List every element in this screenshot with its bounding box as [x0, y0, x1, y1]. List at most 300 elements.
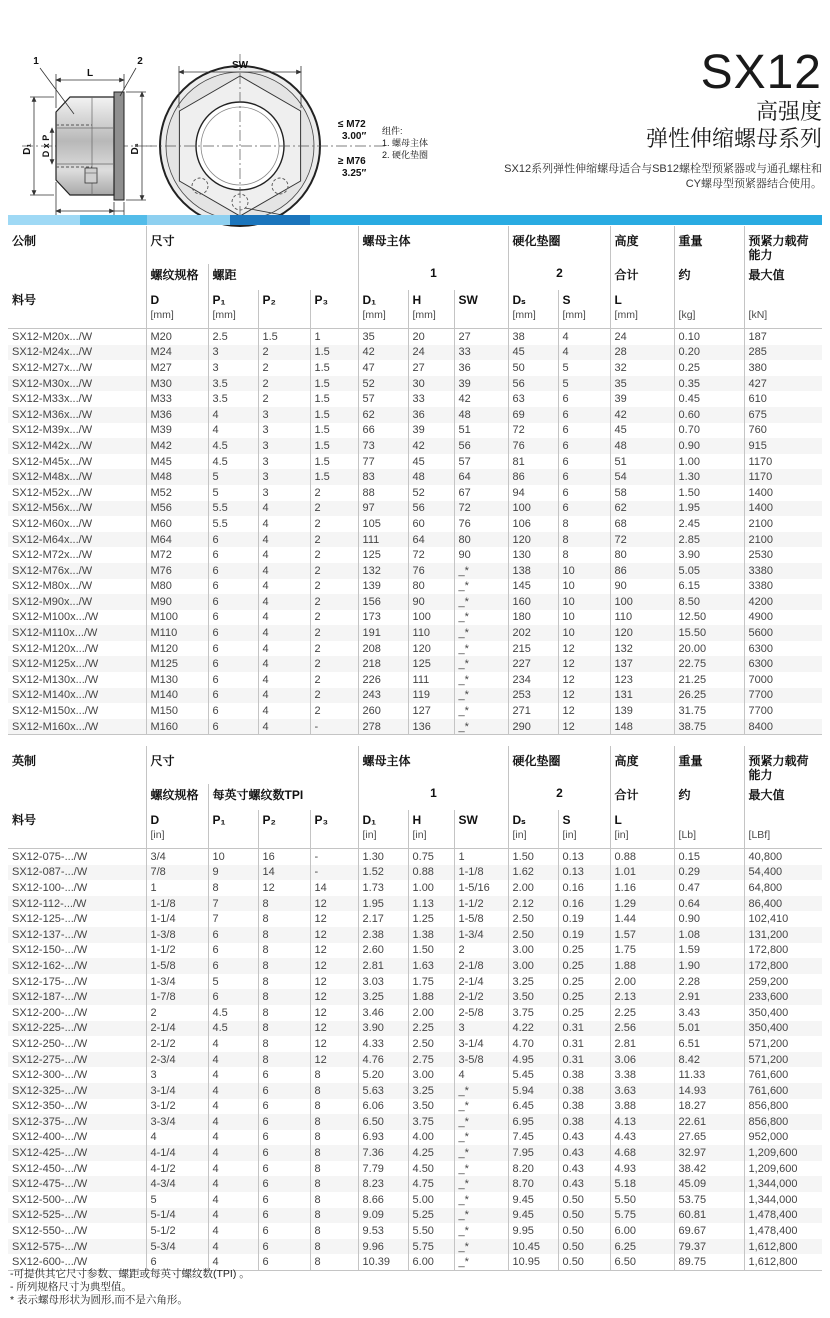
table-cell: 1,209,600	[744, 1145, 822, 1161]
table-cell: 7	[208, 911, 258, 927]
table-row	[8, 703, 822, 719]
table-cell: 88	[358, 485, 408, 501]
table-cell: 8	[310, 1161, 358, 1177]
table-row	[8, 688, 822, 704]
table-cell: 111	[358, 532, 408, 548]
table-cell: 0.10	[674, 329, 744, 345]
table-cell: 64	[454, 469, 508, 485]
table-cell: 4	[258, 610, 310, 626]
table-cell: 127	[408, 703, 454, 719]
col-header-p2: P₂	[258, 810, 310, 849]
table-cell: 243	[358, 688, 408, 704]
table-cell: 6	[208, 641, 258, 657]
footnote-line: - 所列规格尺寸为典型值。	[10, 1281, 132, 1293]
table-cell: 5.25	[408, 1208, 454, 1224]
washer-section	[114, 92, 124, 200]
table-cell: 760	[744, 423, 822, 439]
table-cell: 3	[258, 469, 310, 485]
col-header-d1: D₁ [in]	[358, 810, 408, 849]
table-cell: SX12-M76x.../W	[12, 564, 93, 577]
table-cell: 3.06	[610, 1052, 674, 1068]
col-header-kn: [kN]	[744, 290, 822, 329]
table-cell: 72	[408, 547, 454, 563]
table-cell: 4	[208, 1052, 258, 1068]
table-cell: 4200	[744, 594, 822, 610]
set-screw	[85, 168, 97, 183]
table-cell: 27	[454, 329, 508, 345]
table-cell: 0.43	[558, 1176, 610, 1192]
table-cell: 1.44	[610, 911, 674, 927]
table-cell: 5.94	[508, 1083, 558, 1099]
table-cell: 0.88	[408, 865, 454, 881]
table-cell: 60.81	[674, 1208, 744, 1224]
table-cell: 0.25	[558, 1005, 610, 1021]
table-cell: 6.06	[358, 1099, 408, 1115]
table-cell: M64	[146, 532, 208, 548]
table-cell: 4	[208, 1223, 258, 1239]
table-row	[8, 641, 822, 657]
table-cell: 0.43	[558, 1145, 610, 1161]
table-cell: 0.29	[674, 865, 744, 881]
table-cell: 64	[408, 532, 454, 548]
table-cell: 1400	[744, 501, 822, 517]
col-header-p2: P₂	[258, 290, 310, 329]
table-cell: 8	[310, 1114, 358, 1130]
table-cell: 8	[310, 1145, 358, 1161]
dim-label-Ds: Dₛ	[130, 143, 141, 155]
table-cell: 1.50	[674, 485, 744, 501]
col-header-p3: P₃	[310, 290, 358, 329]
group-header-preload: 预紧力载荷能力	[744, 746, 822, 784]
table-cell: -	[310, 865, 358, 881]
group-header-weight: 重量	[674, 226, 744, 264]
table-cell: _*	[454, 688, 508, 704]
table-row	[8, 974, 822, 990]
table-cell: SX12-350-.../W	[12, 1100, 88, 1113]
table-cell: 7.36	[358, 1145, 408, 1161]
table-cell: 0.15	[674, 849, 744, 865]
table-row	[8, 547, 822, 563]
table-cell: 1,209,600	[744, 1161, 822, 1177]
table-cell: SX12-M72x.../W	[12, 549, 93, 562]
table-cell: 12	[310, 896, 358, 912]
table-row	[8, 1208, 822, 1224]
table-cell: 4	[208, 1083, 258, 1099]
group-header-washer: 硬化垫圈	[508, 226, 610, 264]
table-cell: 6	[208, 958, 258, 974]
table-cell: 3380	[744, 563, 822, 579]
table-cell: 52	[358, 376, 408, 392]
table-cell: 12	[310, 1005, 358, 1021]
table-cell: 3.25	[358, 989, 408, 1005]
table-cell: 2.50	[508, 911, 558, 927]
sub-header-washer-no: 2	[508, 784, 610, 810]
table-cell: 856,800	[744, 1099, 822, 1115]
table-cell: 2-5/8	[454, 1005, 508, 1021]
accent-bar-segment	[8, 215, 80, 225]
table-row	[8, 563, 822, 579]
table-cell: 4-1/2	[146, 1161, 208, 1177]
table-cell: 8	[310, 1099, 358, 1115]
table-cell: 4	[208, 1067, 258, 1083]
table-cell: M27	[146, 360, 208, 376]
table-cell: 125	[408, 656, 454, 672]
table-cell: 90	[408, 594, 454, 610]
table-row	[8, 672, 822, 688]
table-cell: 76	[408, 563, 454, 579]
accent-bar-segment	[310, 215, 822, 225]
table-cell: 8	[310, 1130, 358, 1146]
table-cell: 64,800	[744, 880, 822, 896]
table-cell: 2.75	[408, 1052, 454, 1068]
table-cell: 2.12	[508, 896, 558, 912]
table-cell: M150	[146, 703, 208, 719]
table-cell: 6	[258, 1208, 310, 1224]
sub-header-blank	[8, 784, 146, 810]
table-cell: 6	[146, 1254, 208, 1270]
table-cell: 5	[558, 376, 610, 392]
dim-label-DxP: D x P	[41, 134, 51, 158]
table-cell: 48	[454, 407, 508, 423]
table-cell: SX12-M48x.../W	[12, 471, 93, 484]
footnotes	[10, 1268, 250, 1307]
table-cell: 6	[208, 610, 258, 626]
table-cell: 3	[208, 360, 258, 376]
table-cell: 8	[310, 1192, 358, 1208]
table-cell: SX12-200-.../W	[12, 1006, 88, 1019]
table-cell: 761,600	[744, 1067, 822, 1083]
table-cell: 260	[358, 703, 408, 719]
table-cell: 39	[454, 376, 508, 392]
table-cell: 12	[558, 703, 610, 719]
table-cell: 610	[744, 391, 822, 407]
table-cell: _*	[454, 1223, 508, 1239]
table-cell: 2.00	[610, 974, 674, 990]
table-cell: 0.90	[674, 438, 744, 454]
table-cell: 3.43	[674, 1005, 744, 1021]
table-row	[8, 989, 822, 1005]
table-cell: M20	[146, 329, 208, 345]
col-header-lbf: [LBf]	[744, 810, 822, 849]
table-cell: 145	[508, 579, 558, 595]
table-cell: 6300	[744, 641, 822, 657]
table-cell: SX12-M110x.../W	[12, 627, 98, 640]
table-cell: 1.5	[310, 438, 358, 454]
table-row	[8, 1176, 822, 1192]
table-cell: 2	[310, 579, 358, 595]
table-row	[8, 911, 822, 927]
table-cell: 100	[508, 501, 558, 517]
table-cell: M125	[146, 656, 208, 672]
table-cell: SX12-400-.../W	[12, 1131, 88, 1144]
table-cell: M100	[146, 610, 208, 626]
table-cell: 2	[310, 594, 358, 610]
table-cell: 3.25	[508, 974, 558, 990]
nut-drawing-svg	[8, 22, 438, 227]
table-cell: 36	[454, 360, 508, 376]
table-cell: 4.5	[208, 438, 258, 454]
table-cell: 40,800	[744, 849, 822, 865]
table-row	[8, 360, 822, 376]
page-description-line1: SX12系列弹性伸缩螺母适合与SB12螺栓型预紧器或与通孔螺柱和	[504, 163, 822, 175]
callout-2: 2	[137, 56, 143, 67]
table-cell: 86	[508, 469, 558, 485]
table-cell: 8	[258, 896, 310, 912]
table-cell: 14	[310, 880, 358, 896]
table-cell: 28	[610, 345, 674, 361]
table-cell: 12	[558, 719, 610, 735]
table-cell: 20.00	[674, 641, 744, 657]
table-cell: SX12-137-.../W	[12, 928, 88, 941]
table-row	[8, 1239, 822, 1255]
col-header-l: L [mm]	[610, 290, 674, 329]
table-cell: 7000	[744, 672, 822, 688]
table-cell: M80	[146, 579, 208, 595]
table-cell: 48	[610, 438, 674, 454]
table-cell: 8.50	[674, 594, 744, 610]
table-cell: 125	[358, 547, 408, 563]
table-cell: 208	[358, 641, 408, 657]
table-row	[8, 656, 822, 672]
table-cell: 0.25	[558, 974, 610, 990]
table-cell: 56	[454, 438, 508, 454]
dim-label-L: L	[86, 68, 94, 79]
table-cell: 12	[310, 1021, 358, 1037]
table-cell: 4	[258, 501, 310, 517]
table-cell: 7	[208, 896, 258, 912]
table-cell: 1-3/8	[146, 927, 208, 943]
table-cell: 80	[454, 532, 508, 548]
table-row	[8, 579, 822, 595]
group-header-nut-body: 螺母主体	[358, 746, 508, 784]
table-cell: 5.05	[674, 563, 744, 579]
table-cell: 1.59	[674, 943, 744, 959]
table-row	[8, 501, 822, 517]
table-cell: 1.57	[610, 927, 674, 943]
table-cell: 0.19	[558, 911, 610, 927]
table-cell: 5-1/2	[146, 1223, 208, 1239]
table-cell: 7.95	[508, 1145, 558, 1161]
table-cell: 253	[508, 688, 558, 704]
table-cell: 3-1/2	[146, 1099, 208, 1115]
table-cell: -	[310, 849, 358, 865]
table-cell: 6.00	[610, 1223, 674, 1239]
table-cell: 0.64	[674, 896, 744, 912]
table-cell: 6	[208, 656, 258, 672]
table-cell: _*	[454, 1099, 508, 1115]
table-cell: 3	[258, 423, 310, 439]
table-cell: 4.25	[408, 1145, 454, 1161]
table-cell: 50	[508, 360, 558, 376]
table-cell: 5600	[744, 625, 822, 641]
table-row	[8, 849, 822, 865]
table-row	[8, 1083, 822, 1099]
table-cell: 1-1/2	[454, 896, 508, 912]
table-cell: 5-1/4	[146, 1208, 208, 1224]
table-cell: 0.38	[558, 1067, 610, 1083]
table-cell: 1.08	[674, 927, 744, 943]
table-cell: 68	[610, 516, 674, 532]
table-cell: SX12-500-.../W	[12, 1193, 88, 1206]
col-header-d1: D₁ [mm]	[358, 290, 408, 329]
table-cell: 32	[610, 360, 674, 376]
table-cell: 42	[358, 345, 408, 361]
table-cell: 8	[258, 958, 310, 974]
table-cell: 53.75	[674, 1192, 744, 1208]
table-cell: 123	[610, 672, 674, 688]
table-cell: 12	[310, 958, 358, 974]
table-cell: 8	[258, 989, 310, 1005]
footnote-line: * 表示螺母形状为圆形,而不是六角形。	[10, 1294, 188, 1306]
table-cell: 6	[208, 594, 258, 610]
table-cell: SX12-M30x.../W	[12, 377, 93, 390]
table-cell: 3.00	[508, 958, 558, 974]
table-cell: 4	[258, 516, 310, 532]
table-cell: 173	[358, 610, 408, 626]
table-cell: 1-3/4	[146, 974, 208, 990]
table-cell: SX12-M130x.../W	[12, 673, 99, 686]
table-cell: 5	[558, 360, 610, 376]
table-cell: 33	[454, 345, 508, 361]
table-cell: 350,400	[744, 1021, 822, 1037]
table-cell: 571,200	[744, 1052, 822, 1068]
table-cell: 10.45	[508, 1239, 558, 1255]
table-cell: 3.5	[208, 376, 258, 392]
table-cell: 12	[558, 641, 610, 657]
table-cell: M42	[146, 438, 208, 454]
table-cell: 6	[258, 1067, 310, 1083]
table-cell: SX12-M56x.../W	[12, 502, 93, 515]
sub-header-pitch: 螺距	[208, 264, 358, 290]
table-cell: 45.09	[674, 1176, 744, 1192]
table-cell: 10	[558, 563, 610, 579]
dim-label-D1: D₁	[22, 143, 33, 155]
group-header-size: 尺寸	[146, 746, 358, 784]
table-cell: 8	[208, 880, 258, 896]
table-cell: 3	[208, 345, 258, 361]
legend-title: 组件:	[382, 126, 403, 136]
table-cell: 111	[408, 672, 454, 688]
table-cell: 3	[146, 1067, 208, 1083]
table-cell: SX12-M80x.../W	[12, 580, 93, 593]
legend-item-1: 1. 螺母主体	[382, 138, 429, 148]
table-cell: 120	[610, 625, 674, 641]
table-cell: 51	[610, 454, 674, 470]
table-cell: 4	[558, 345, 610, 361]
table-cell: 5.20	[358, 1067, 408, 1083]
table-cell: 1.29	[610, 896, 674, 912]
table-cell: 1.5	[310, 407, 358, 423]
table-cell: SX12-M33x.../W	[12, 393, 93, 406]
table-cell: SX12-087-.../W	[12, 866, 88, 879]
table-cell: 2.28	[674, 974, 744, 990]
table-cell: 6	[208, 579, 258, 595]
table-cell: 22.61	[674, 1114, 744, 1130]
table-cell: _*	[454, 610, 508, 626]
table-cell: 31.75	[674, 703, 744, 719]
table-cell: 6	[558, 485, 610, 501]
table-cell: 3.00	[508, 943, 558, 959]
table-cell: 4	[258, 547, 310, 563]
table-cell: 4	[208, 1161, 258, 1177]
table-cell: 202	[508, 625, 558, 641]
table-cell: 6	[558, 469, 610, 485]
table-cell: 76	[454, 516, 508, 532]
table-cell: 4	[258, 703, 310, 719]
table-cell: 0.25	[558, 958, 610, 974]
table-row	[8, 1145, 822, 1161]
col-header-s: S [mm]	[558, 290, 610, 329]
table-cell: 131	[610, 688, 674, 704]
table-cell: 1.88	[408, 989, 454, 1005]
table-cell: 4.5	[208, 454, 258, 470]
table-cell: _*	[454, 1114, 508, 1130]
col-header-p1: P₁ [mm]	[208, 290, 258, 329]
table-cell: 132	[358, 563, 408, 579]
table-row	[8, 469, 822, 485]
table-cell: 24	[408, 345, 454, 361]
table-cell: 24	[610, 329, 674, 345]
table-cell: SX12-250-.../W	[12, 1037, 88, 1050]
table-cell: 94	[508, 485, 558, 501]
imperial-table	[8, 746, 822, 1271]
table-cell: 52	[408, 485, 454, 501]
table-cell: 137	[610, 656, 674, 672]
table-cell: _*	[454, 719, 508, 735]
table-cell: 0.31	[558, 1052, 610, 1068]
table-row	[8, 896, 822, 912]
table-cell: 5.50	[610, 1192, 674, 1208]
table-cell: 1-3/4	[454, 927, 508, 943]
table-cell: 1.00	[674, 454, 744, 470]
table-cell: 66	[358, 423, 408, 439]
table-cell: SX12-112-.../W	[12, 897, 87, 910]
sub-header-total: 合计	[610, 264, 674, 290]
table-cell: 2100	[744, 516, 822, 532]
table-cell: 105	[358, 516, 408, 532]
table-cell: 3-3/4	[146, 1114, 208, 1130]
table-cell: 3	[454, 1021, 508, 1037]
table-cell: 0.50	[558, 1254, 610, 1270]
table-cell: 6	[558, 391, 610, 407]
table-cell: 2	[258, 376, 310, 392]
table-cell: 1.95	[358, 896, 408, 912]
table-cell: _*	[454, 641, 508, 657]
table-cell: SX12-M52x.../W	[12, 486, 93, 499]
table-cell: 0.25	[558, 989, 610, 1005]
table-cell: 4900	[744, 610, 822, 626]
table-cell: 2.85	[674, 532, 744, 548]
table-cell: 0.50	[558, 1208, 610, 1224]
table-cell: 3	[258, 407, 310, 423]
table-cell: 4.33	[358, 1036, 408, 1052]
table-cell: 4	[208, 1208, 258, 1224]
table-cell: 3-5/8	[454, 1052, 508, 1068]
col-header-part: 料号	[8, 290, 146, 329]
table-cell: 1.5	[310, 469, 358, 485]
table-cell: 9.95	[508, 1223, 558, 1239]
table-cell: 6	[208, 532, 258, 548]
table-cell: 0.43	[558, 1130, 610, 1146]
table-cell: 3.88	[610, 1099, 674, 1115]
table-cell: SX12-M39x.../W	[12, 424, 93, 437]
table-cell: 7700	[744, 688, 822, 704]
table-cell: 12	[310, 943, 358, 959]
table-cell: 22.75	[674, 656, 744, 672]
table-cell: 0.75	[408, 849, 454, 865]
table-cell: 1.63	[408, 958, 454, 974]
col-header-h: H [mm]	[408, 290, 454, 329]
